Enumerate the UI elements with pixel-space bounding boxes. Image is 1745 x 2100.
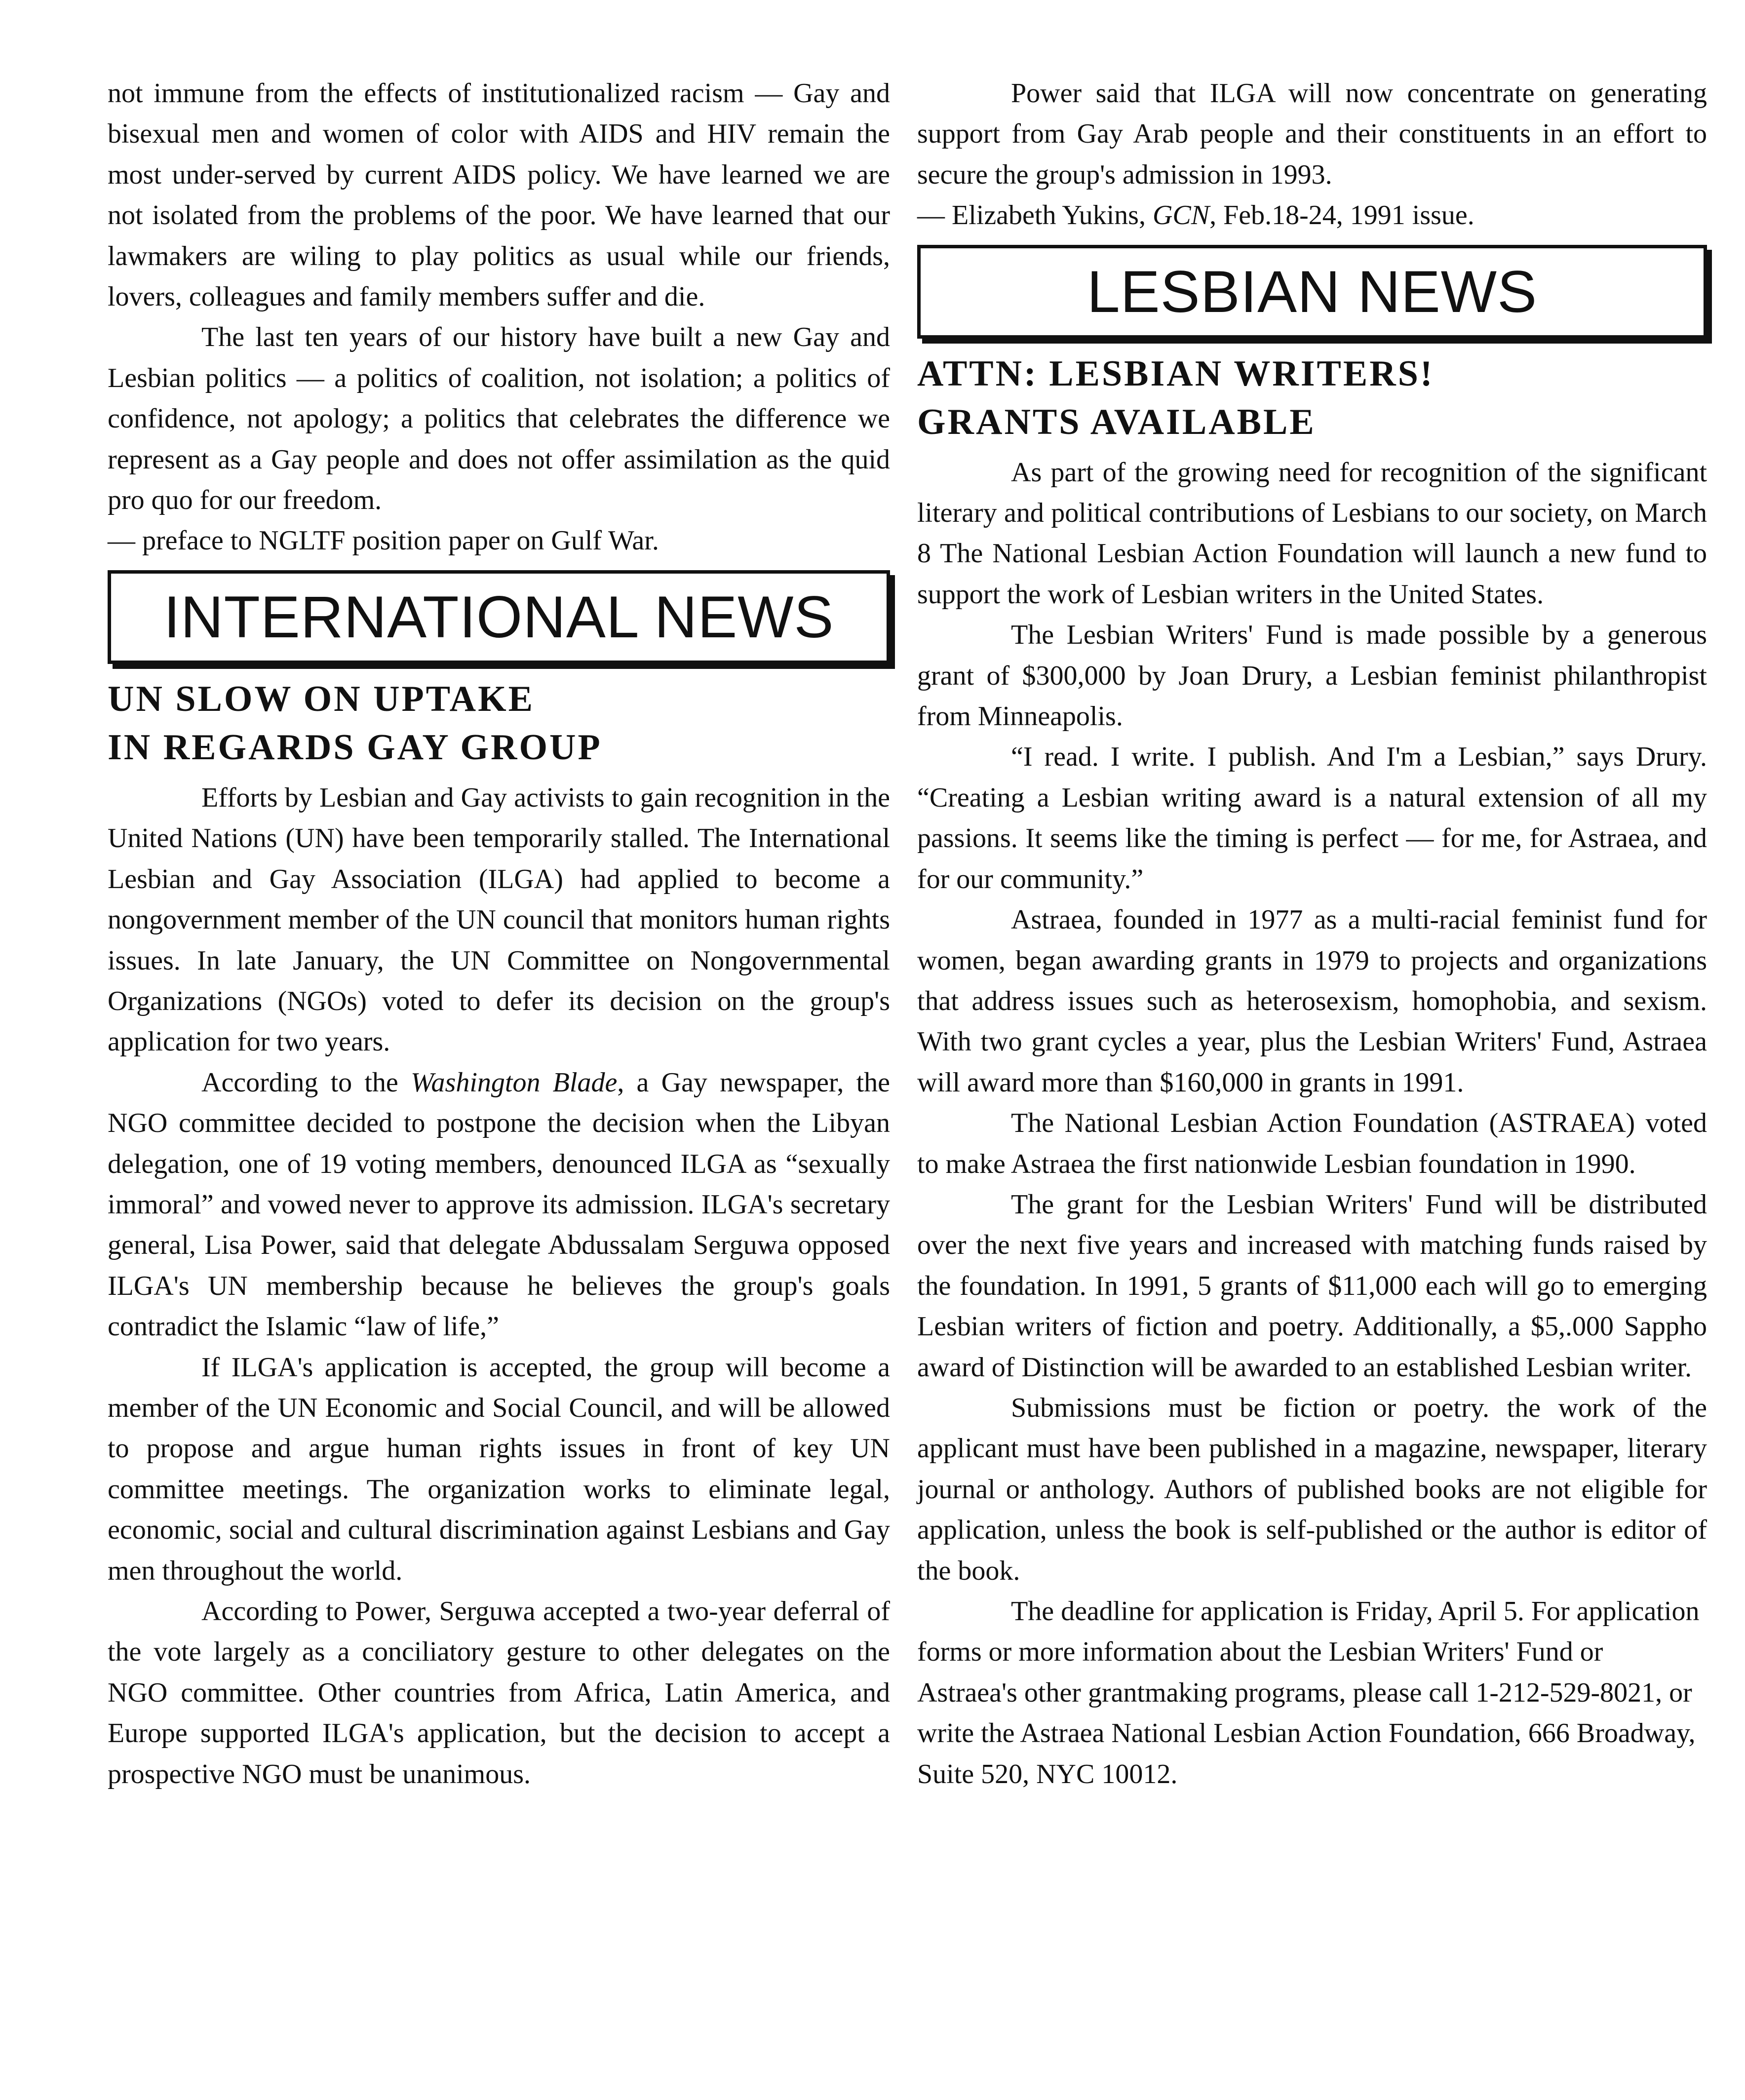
grants-paragraph-3: “I read. I write. I publish. And I'm a Lesbian,” says Drury. “Creating a Lesbian writing award is a natural extension of all my passions. It seems like the timing is perfect — for me, for Astraea, and for our community.” [917, 741, 1707, 894]
grants-headline-line-2: GRANTS AVAILABLE [917, 401, 1316, 442]
attribution-date: , Feb.18-24, 1991 issue. [1209, 200, 1474, 231]
un-article-attribution [917, 195, 1707, 235]
grants-article-headline [917, 350, 1707, 446]
grants-paragraph-2: The Lesbian Writers' Fund is made possible by a generous grant of $300,000 by Joan Drury, a Lesbian feminist philanthropist from Minneapolis. [917, 620, 1707, 732]
un-paragraph-2-lead: According to the [201, 1067, 411, 1098]
un-article-paragraph-1: Efforts by Lesbian and Gay activists to gain recognition in the United Nations (UN) have been temporarily stalled. The International Lesbian and Gay Association (ILGA) had applied to become a nongovernment member of the UN council that monitors human rights issues. In late January, the UN Committee on Nongovernmental Organizations (NGOs) voted to defer its decision on the group's application for two years. [108, 782, 890, 1057]
international-news-title: INTERNATIONAL NEWS [163, 583, 834, 650]
intro-paragraph-2: The last ten years of our history have built a new Gay and Lesbian politics — a politics of coalition, not isolation; a politics of confidence, not apology; a politics that celebrates the difference we represent as a Gay people and does not offer assimilation as the quid pro quo for our freedom. [108, 322, 890, 516]
un-headline-line-2: IN REGARDS GAY GROUP [108, 727, 602, 768]
un-article-continued-paragraph: Power said that ILGA will now concentrate on generating support from Gay Arab people and their constituents in an effort to secure the group's admission in 1993. [917, 78, 1707, 190]
un-article-paragraph-3: If ILGA's application is accepted, the group will become a member of the UN Economic and Social Council, and will be allowed to propose and argue human rights issues in front of key UN committee meetings. The organization works to eliminate legal, economic, social and cultural discrimination against Lesbians and Gay men throughout the world. [108, 1352, 890, 1586]
right-column [917, 73, 1707, 1794]
grants-paragraph-7: Submissions must be fiction or poetry. the work of the applicant must have been published in a magazine, newspaper, literary journal or anthology. Authors of published books are not eligible for application, unless the book is self-published or the author is editor of the book. [917, 1392, 1707, 1586]
lesbian-news-title: LESBIAN NEWS [1086, 258, 1538, 325]
intro-attribution: — preface to NGLTF position paper on Gulf War. [108, 525, 659, 556]
left-column [108, 73, 890, 1794]
grants-headline-line-1: ATTN: LESBIAN WRITERS! [917, 353, 1435, 394]
un-article-paragraph-4: According to Power, Serguwa accepted a two-year deferral of the vote largely as a conciliatory gesture to other delegates on the NGO committee. Other countries from Africa, Latin America, and Europe supported ILGA's application, but the decision to accept a prospective NGO must be unanimous. [108, 1596, 890, 1789]
attribution-author: — Elizabeth Yukins, [917, 200, 1153, 231]
un-article-headline [108, 675, 890, 772]
grants-paragraph-1: As part of the growing need for recognition of the significant literary and political contributions of Lesbians to our society, on March 8 The National Lesbian Action Foundation will launch a new fund to support the work of Lesbian writers in the United States. [917, 457, 1707, 610]
un-headline-line-1: UN SLOW ON UPTAKE [108, 678, 535, 719]
gcn-title: GCN [1152, 200, 1210, 231]
lesbian-news-banner [917, 245, 1707, 339]
international-news-banner [108, 570, 890, 664]
grants-paragraph-5: The National Lesbian Action Foundation (ASTRAEA) voted to make Astraea the first nationwide Lesbian foundation in 1990. [917, 1108, 1707, 1179]
intro-paragraph-1: not immune from the effects of institutionalized racism — Gay and bisexual men and women of color with AIDS and HIV remain the most under-served by current AIDS policy. We have learned we are not isolated from the problems of the poor. We have learned that our lawmakers are wiling to play politics as usual while our friends, lovers, colleagues and family members suffer and die. [108, 78, 890, 312]
un-article-paragraph-2 [108, 1062, 890, 1347]
washington-blade-title: Washington Blade [411, 1067, 618, 1098]
un-paragraph-2-body: , a Gay newspaper, the NGO committee decided to postpone the decision when the Libyan delegation, one of 19 voting members, denounced ILGA as “sexually immoral” and vowed never to approve its admission. ILGA's secretary general, Lisa Power, said that delegate Abdussalam Serguwa opposed ILGA's UN membership because he believes the group's goals contradict the Islamic “law of life,” [108, 1067, 890, 1342]
grants-paragraph-8: The deadline for application is Friday, April 5. For application forms or more information about the Lesbian Writers' Fund or Astraea's other grantmaking programs, please call 1-212-529-8021, or write the Astraea National Lesbian Action Foundation, 666 Broadway, Suite 520, NYC 10012. [917, 1596, 1700, 1789]
grants-paragraph-6: The grant for the Lesbian Writers' Fund will be distributed over the next five years and increased with matching funds raised by the foundation. In 1991, 5 grants of $11,000 each will go to emerging Lesbian writers of fiction and poetry. Additionally, a $5,.000 Sappho award of Distinction will be awarded to an established Lesbian writer. [917, 1189, 1707, 1383]
grants-paragraph-4: Astraea, founded in 1977 as a multi-racial feminist fund for women, began awarding grants in 1979 to projects and organizations that address issues such as heterosexism, homophobia, and sexism. With two grant cycles a year, plus the Lesbian Writers' Fund, Astraea will award more than $160,000 in grants in 1991. [917, 904, 1707, 1098]
